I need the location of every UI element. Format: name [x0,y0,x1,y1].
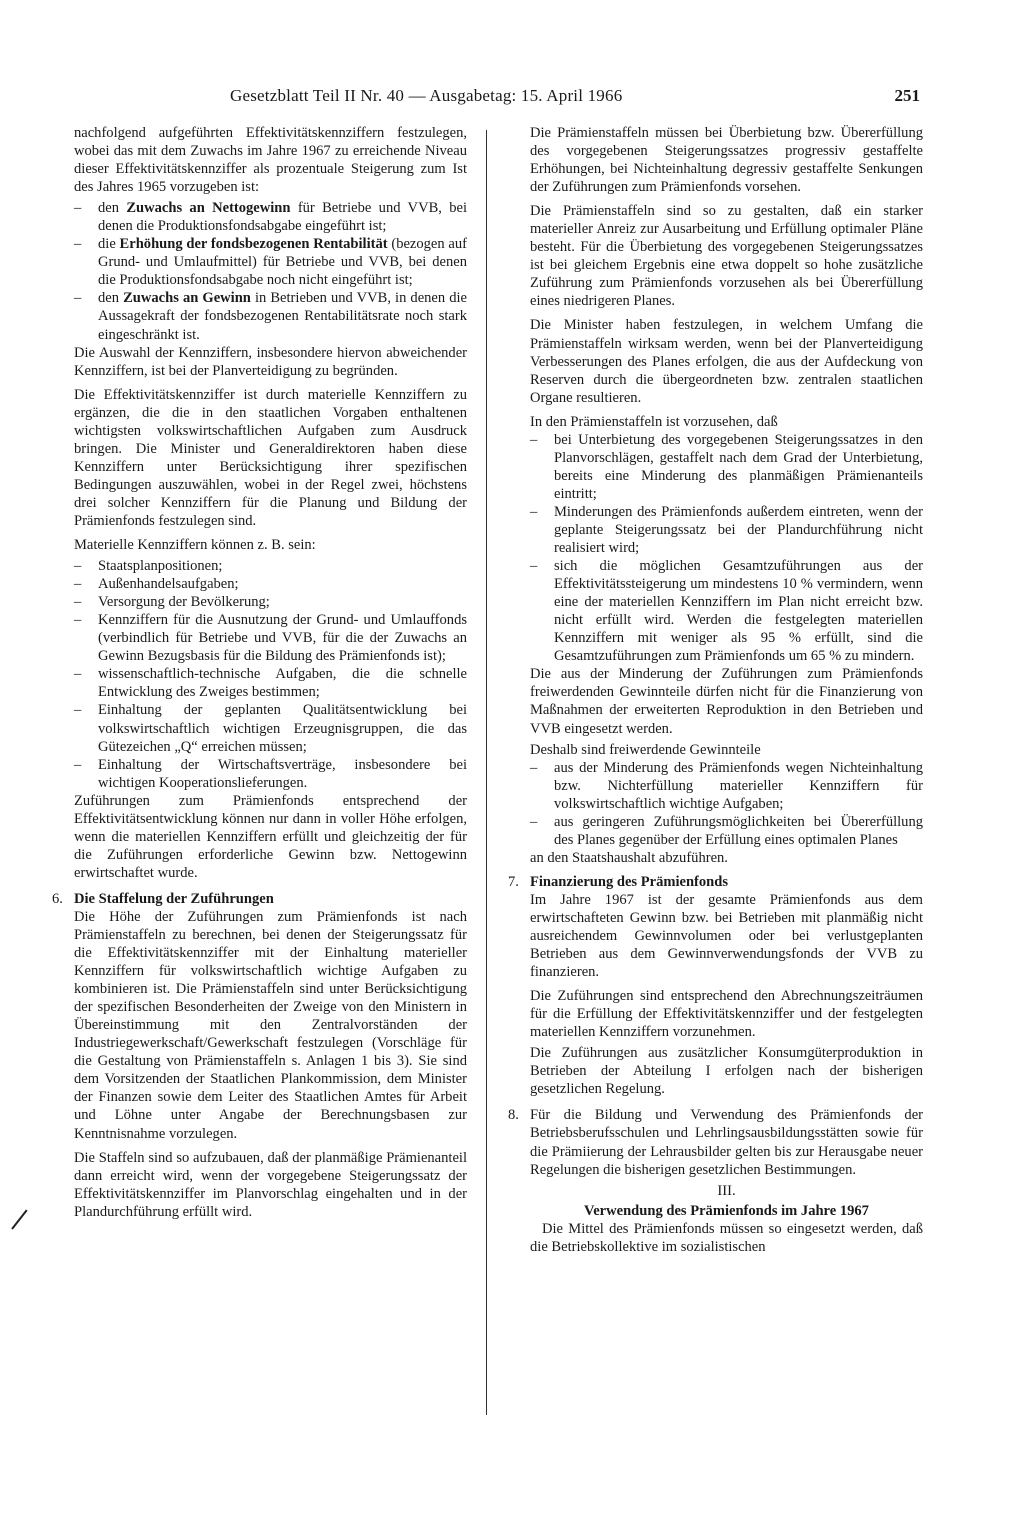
dash-bullet: – [74,290,82,307]
paragraph: Die aus der Minderung der Zuführungen zum Prämienfonds freiwerdenden Gewinnteile dürfen nicht für die Finanzierung von Maßnahmen der erweiterten Reproduktion in den Betrieben und VVB eingesetzt werden. [530,666,923,737]
list-item: – Einhaltung der geplanten Qualitätsentwicklung bei volkswirtschaftlich wichtigen Erzeugnisgruppen, die das Gütezeichen „Q“ erreichen müssen; [74,702,467,755]
paragraph: Die Zuführungen sind entsprechend den Abrechnungszeiträumen für die Erfüllung der Effektivitätskennziffer und der festgelegten materiellen Kennziffern vorzunehmen. [530,988,923,1041]
list-item: – Kennziffern für die Ausnutzung der Grund- und Umlauffonds (verbindlich für Betriebe und VVB, für die der Zuwachs an Gewinn Bezugsbasis für die Bildung des Prämienfonds ist); [74,612,467,665]
column-divider [486,130,487,1415]
premium-scale-list [530,431,923,666]
material-indicators-list [74,557,467,792]
section-number: 7. [508,873,519,890]
margin-pencil-mark [11,1209,27,1229]
page-header [230,86,920,114]
list-item: – sich die möglichen Gesamtzuführungen aus der Effektivitätssteigerung um mindestens 10 % vermindern, wenn eine der materiellen Kennziffern im Plan nicht erreicht bzw. nicht erfüllt wird. Werden die festgelegten materiellen Kennziffern mit weniger als 95 % erfüllt, sind die Gesamtzuführungen zum Prämienfonds um 65 % zu mindern. [530,558,923,665]
list-item: – Einhaltung der Wirtschaftsverträge, insbesondere bei wichtigen Kooperationslieferungen. [74,756,467,791]
paragraph: Die Minister haben festzulegen, in welchem Umfang die Prämienstaffeln wirksam werden, wenn bei der Planverteidigung Verbesserungen des Planes erfolgen, die aus der Aufdeckung von Reserven durch die übergeordneten bzw. zentralen staatlichen Organe resultieren. [530,317,923,406]
list-item: – Außenhandelsaufgaben; [74,576,239,593]
header-title: Gesetzblatt Teil II Nr. 40 — Ausgabetag: 15. April 1966 [230,86,623,105]
section-6 [52,890,467,1221]
dash-bullet: – [530,759,538,776]
dash-bullet: – [74,666,82,683]
paragraph: Die Mittel des Prämienfonds müssen so eingesetzt werden, daß die Betriebskollektive im sozialistischen [530,1220,923,1255]
dash-bullet: – [530,558,538,575]
paragraph: an den Staatshaushalt abzuführen. [530,849,728,866]
paragraph: Die Höhe der Zuführungen zum Prämienfonds ist nach Prämienstaffeln zu berechnen, bei denen der Steigerungssatz für die Effektivitätskennziffer mit der Einhaltung materieller Kennziffern für volkswirtschaftlich wichtige Aufgaben zu kombinieren ist. Die Prämienstaffeln sind unter Berücksichtigung der spezifischen Besonderheiten der Zweige von den Ministern in Übereinstimmung mit den Zentralvorständen der Industriegewerkschaft/Gewerkschaft festzulegen (Vorschläge für die Gestaltung von Prämienstaffeln s. Anlagen 1 bis 3). Sie sind dem Vorsitzenden der Staatlichen Plankommission, dem Minister der Finanzen sowie dem Leiter des Staatlichen Amtes für Arbeit und Löhne unter Angabe der Berechnungsbasen zur Kenntnisnahme vorzulegen. [74,908,467,1142]
list-item: – Versorgung der Bevölkerung; [74,594,270,611]
section-heading: Die Staffelung der Zuführungen [74,890,274,907]
dash-bullet: – [74,200,82,217]
dash-bullet: – [74,594,82,611]
list-item: – bei Unterbietung des vorgegebenen Steigerungssatzes in den Planvorschlägen, gestaffelt nach dem Grad der Unterbietung, bereits eine Minderung des planmäßigen Prämienanteils eintritt; [530,431,923,502]
page-number: 251 [894,86,920,105]
part-numeral: III. [717,1182,736,1199]
left-column [52,124,468,1224]
list-item: – den Zuwachs an Gewinn in Betrieben und VVB, in denen die Aussagekraft der fondsbezogenen Rentabilitätsrate noch stark eingeschränkt ist. [74,290,468,343]
dash-bullet: – [74,702,82,719]
dash-bullet: – [74,612,82,629]
section-number: 6. [52,890,63,907]
section-8 [508,1106,923,1178]
paragraph: Die Prämienstaffeln müssen bei Überbietung bzw. Übererfüllung des vorgegebenen Steigerungssatzes progressiv gestaffelte Erhöhungen, bei Nichteinhaltung degressiv gestaffelte Senkungen der Zuführungen zum Prämienfonds vorsehen. [530,125,923,196]
effectiveness-list [74,199,467,343]
paragraph: Materielle Kennziffern können z. B. sein: [74,537,316,554]
dash-bullet: – [530,503,538,520]
list-item: – den Zuwachs an Nettogewinn für Betriebe und VVB, bei denen die Produktionsfondsabgabe eingeführt ist; [74,200,467,235]
paragraph: Für die Bildung und Verwendung des Prämienfonds der Betriebsberufsschulen und Lehrlingsausbildungsstätten sowie für die Prämiierung der Lehrausbilder gelten bis zur Herausgabe neuer Regelungen die bisherigen gesetzlichen Bestimmungen. [530,1107,923,1178]
paragraph: Zuführungen zum Prämienfonds entsprechend der Effektivitätsentwicklung können nur dann in voller Höhe erfolgen, wenn die materiellen Kennziffern erfüllt und gleichzeitig der für die Zuführungen erforderliche Gewinn bzw. Nettogewinn erwirtschaftet wurde. [74,792,467,881]
paragraph: Die Zuführungen aus zusätzlicher Konsumgüterproduktion in Betrieben der Abteilung I erfolgen nach der bisherigen gesetzlichen Regelung. [530,1045,923,1098]
list-item: – die Erhöhung der fondsbezogenen Rentabilität (bezogen auf Grund- und Umlaufmittel) für Betriebe und VVB, bei denen die Produktionsfondsabgabe noch nicht eingeführt ist; [74,236,467,289]
section-heading: Finanzierung des Prämienfonds [530,873,729,890]
paragraph: Die Effektivitätskennziffer ist durch materielle Kennziffern zu ergänzen, die die in den staatlichen Vorgaben enthaltenen wichtigsten volkswirtschaftlichen Aufgaben zum Ausdruck bringen. Die Minister und Generaldirektoren haben diese Kennziffern unter Berücksichtigung ihrer spezifischen Bedingungen auszuwählen, wobei in der Regel zwei, höchstens drei solcher Kennziffern für die Planung und Bildung der Prämienfonds festzulegen sind. [74,386,467,529]
list-item: – aus der Minderung des Prämienfonds wegen Nichteinhaltung bzw. Nichterfüllung materieller Kennziffern für volkswirtschaftlich wichtige Aufgaben; [530,759,923,812]
part-heading: Verwendung des Prämienfonds im Jahre 1967 [584,1202,869,1219]
dash-bullet: – [74,558,82,575]
paragraph: nachfolgend aufgeführten Effektivitätskennziffern festzulegen, wobei das mit dem Zuwachs im Jahre 1967 zu erreichende Niveau dieser Effektivitätskennziffer als prozentuale Steigerung zum Ist des Jahres 1965 vorzugeben ist: [74,125,467,196]
paragraph: Die Auswahl der Kennziffern, insbesondere hiervon abweichender Kennziffern, ist bei der Planverteidigung zu begründen. [74,344,467,379]
section-7 [508,873,923,1099]
section-number: 8. [508,1107,519,1124]
list-item: – wissenschaftlich-technische Aufgaben, die die schnelle Entwicklung des Zweiges bestimmen; [74,666,467,701]
paragraph: Die Prämienstaffeln sind so zu gestalten, daß ein starker materieller Anreiz zur Ausarbeitung und Erfüllung optimaler Pläne besteht. Für die Überbietung des vorgegebenen Steigerungssatzes ist bei gleichem Ergebnis eine etwa doppelt so hohe zusätzliche Zuführung zum Prämienfonds vorzusehen als bei Übererfüllung eines niedrigeren Planes. [530,203,923,310]
dash-bullet: – [530,813,538,830]
paragraph: Im Jahre 1967 ist der gesamte Prämienfonds aus dem erwirtschafteten Gewinn bzw. bei Betrieben mit planmäßig nicht ausreichendem Gewinnvolumen oder bei verlustgeplanten Betrieben aus dem Gewinnverwendungsfonds der VVB zu finanzieren. [530,891,923,981]
profit-share-list [530,759,923,849]
paragraph: Die Staffeln sind so aufzubauen, daß der planmäßige Prämienanteil dann erreicht wird, wenn der vorgegebene Steigerungssatz der Effektivitätskennziffer im Planvorschlag eingehalten und in der Plandurchführung erfüllt wird. [74,1149,467,1220]
list-item: – aus geringeren Zuführungsmöglichkeiten bei Übererfüllung des Planes gegenüber der Erfüllung eines optimalen Planes [530,813,923,848]
list-item: – Minderungen des Prämienfonds außerdem eintreten, wenn der geplante Steigerungssatz bei der Plandurchführung nicht realisiert wird; [530,503,923,557]
dash-bullet: – [74,756,82,773]
dash-bullet: – [74,236,82,253]
dash-bullet: – [74,576,82,593]
paragraph: In den Prämienstaffeln ist vorzusehen, daß [530,413,778,430]
dash-bullet: – [530,431,538,448]
paragraph: Deshalb sind freiwerdende Gewinnteile [530,741,761,758]
right-column [508,124,923,1259]
list-item: – Staatsplanpositionen; [74,558,223,575]
